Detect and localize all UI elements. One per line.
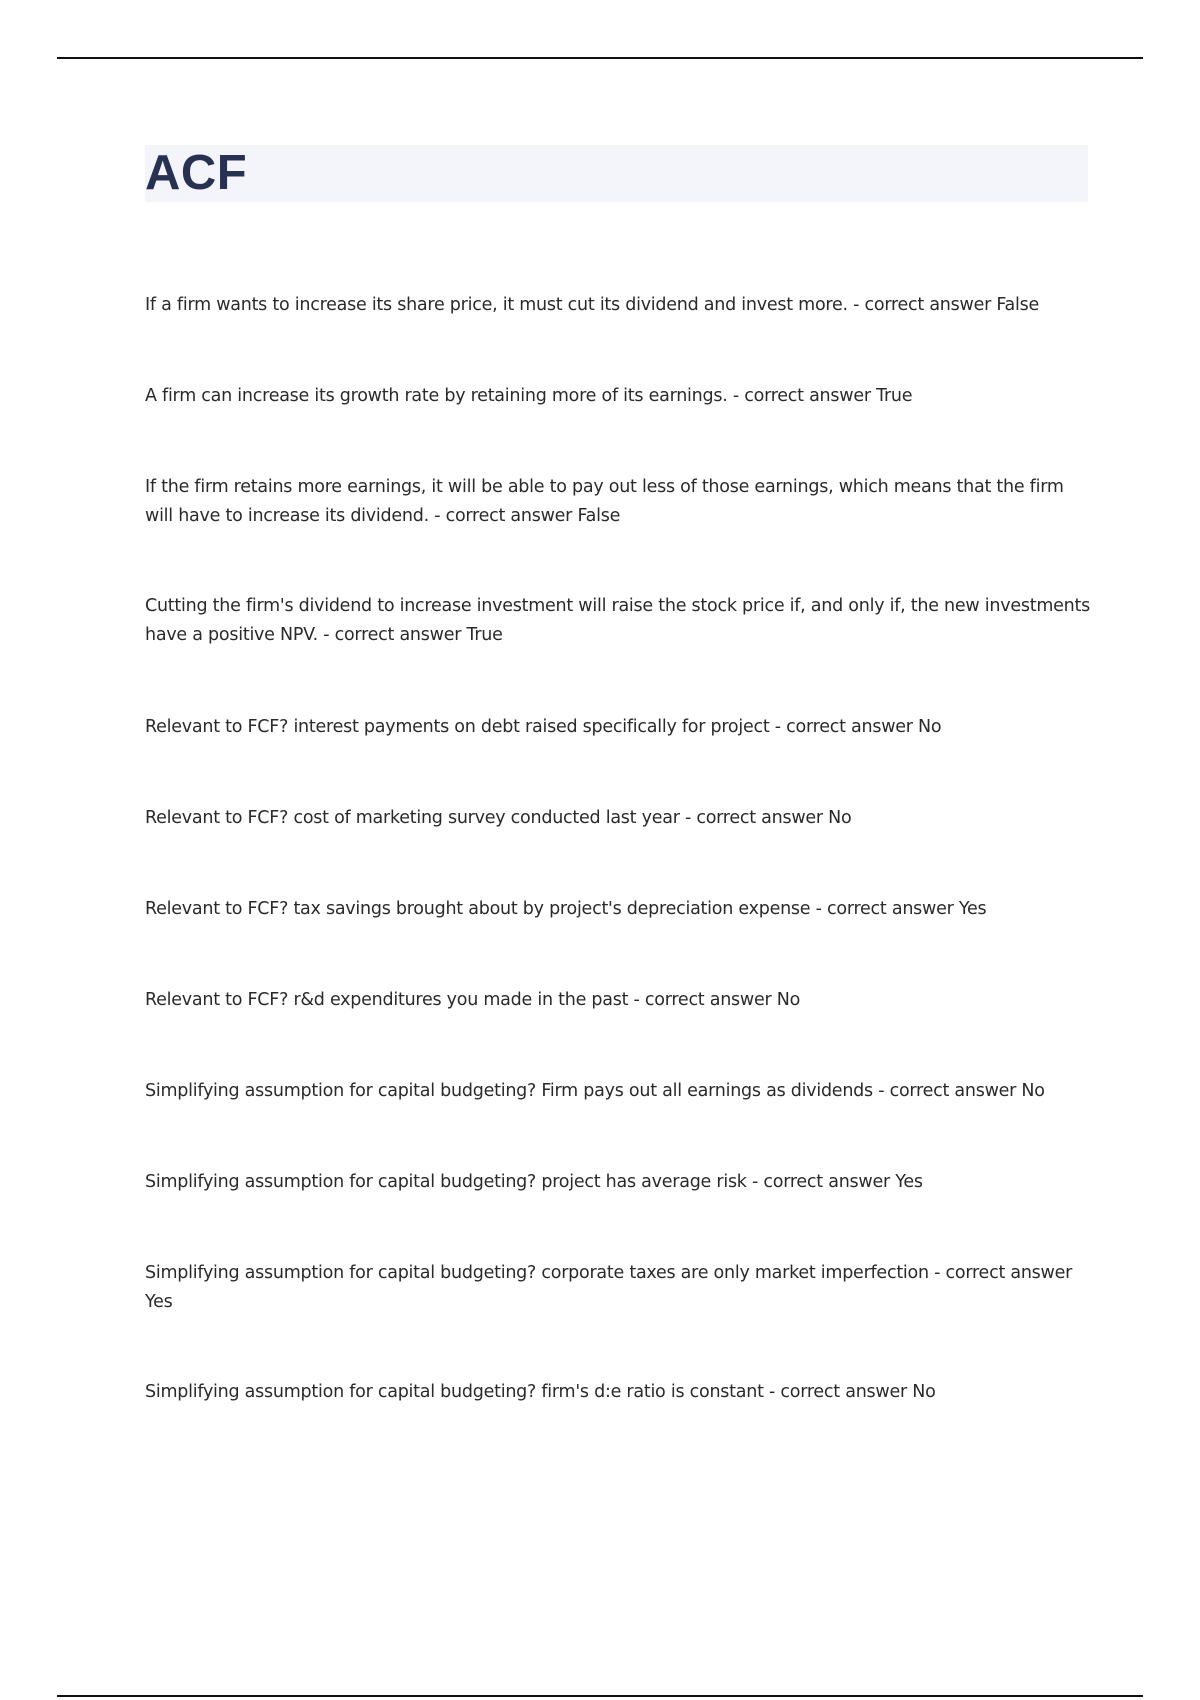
qa-item-3: If the firm retains more earnings, it will be able to pay out less of those earnings, which means that the firm will have to increase its dividend. - correct answer False [145, 477, 1064, 526]
qa-item-6: Relevant to FCF? cost of marketing survey conducted last year - correct answer No [145, 808, 852, 828]
qa-item-1: If a firm wants to increase its share price, it must cut its dividend and invest more. - correct answer False [145, 295, 1040, 315]
qa-item-8: Relevant to FCF? r&d expenditures you made in the past - correct answer No [145, 990, 801, 1010]
qa-item-7: Relevant to FCF? tax savings brought about by project's depreciation expense - correct answer Yes [145, 899, 987, 919]
qa-item-5: Relevant to FCF? interest payments on debt raised specifically for project - correct answer No [145, 717, 942, 737]
qa-item-10: Simplifying assumption for capital budgeting? project has average risk - correct answer Yes [145, 1172, 923, 1192]
qa-item-11: Simplifying assumption for capital budgeting? corporate taxes are only market imperfection - correct answer Yes [145, 1263, 1073, 1312]
qa-item-2: A firm can increase its growth rate by retaining more of its earnings. - correct answer True [145, 386, 913, 406]
title-band [145, 145, 1088, 202]
qa-item-4: Cutting the firm's dividend to increase investment will raise the stock price if, and only if, the new investments have a positive NPV. - correct answer True [145, 596, 1090, 645]
document-title: ACF [145, 146, 248, 200]
bottom-rule [57, 1695, 1143, 1697]
qa-item-9: Simplifying assumption for capital budgeting? Firm pays out all earnings as dividends - correct answer No [145, 1081, 1045, 1101]
qa-item-12: Simplifying assumption for capital budgeting? firm's d:e ratio is constant - correct answer No [145, 1382, 936, 1402]
top-rule [57, 57, 1143, 59]
